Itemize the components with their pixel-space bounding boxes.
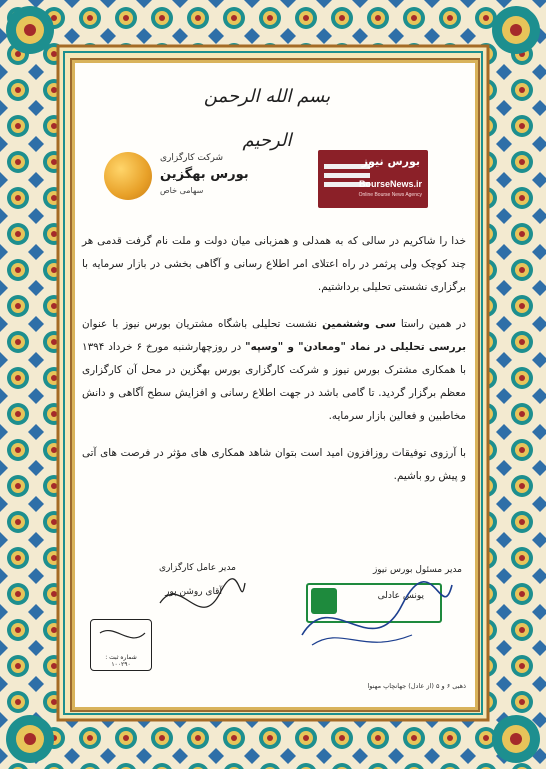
p2-session-title: بررسی تحلیلی در نماد "ومعادن" و "وسپه" xyxy=(245,341,467,353)
behgozin-logo xyxy=(104,152,274,202)
behgozin-logo-line2: بورس بهگزین xyxy=(160,167,249,182)
signer-name-boursenews: یونس عادلی xyxy=(377,591,424,601)
behgozin-logo-emblem xyxy=(104,152,152,200)
boursenews-logo xyxy=(318,150,428,208)
boursenews-logo-box xyxy=(318,150,428,208)
p2-end: در روزچهارشنبه مورخ ۶ خرداد ۱۳۹۴ با همکاری مشترک بورس نیوز و شرکت کارگزاری بورس بهگزین در محل آن کارگزاری معظم برگزار گردید. تا گامی باشد در جهت اطلاع رسانی و افزایش سطح آگاهی و دانش مخاطبین و فعالین بازار سرمایه. xyxy=(82,341,466,422)
p2-mid: نشست تحلیلی باشگاه مشتریان بورس نیوز با عنوان xyxy=(82,318,323,330)
signer-name-behgozin: آقای روشن پور xyxy=(165,587,222,597)
paragraph-intro: خدا را شاکریم در سالی که به همدلی و همزبانی میان دولت و ملت نام گرفت قدمی هر چند کوچک ولی پرثمر در راه اعتلای امر اطلاع رسانی و آگاهی بخشی در بازار سرمایه با برگزاری نشستی تحلیلی برداشتیم. xyxy=(82,235,466,293)
signer-title-behgozin: مدیر عامل کارگزاری xyxy=(158,563,236,573)
p2-start: در همین راستا xyxy=(395,318,467,330)
paragraph-event xyxy=(82,313,466,428)
handwritten-signature-left xyxy=(90,563,250,683)
signature-boursenews xyxy=(292,565,462,675)
signature-behgozin xyxy=(90,563,250,683)
p2-session-number: سی وششمین xyxy=(322,318,396,330)
handwritten-signature-right xyxy=(292,565,462,675)
behgozin-logo-line1: شرکت کارگزاری xyxy=(160,153,224,163)
footer-print-note: ذهبی ۶ و ۵ (از عادل) جهانچاپ مهنوا xyxy=(367,682,466,690)
stamp-registration-number: شماره ثبت : ۱۰۰۲۹۰ xyxy=(105,654,137,668)
basmala-calligraphy: بسم الله الرحمن الرحيم xyxy=(203,86,331,151)
behgozin-logo-line3: سهامی خاص xyxy=(160,186,204,195)
logo-stripe xyxy=(324,173,370,178)
certificate-text xyxy=(82,230,466,502)
boursenews-logo-name: بورس نیوز xyxy=(361,155,420,168)
boursenews-logo-site: BourseNews.ir xyxy=(358,179,422,189)
boursenews-logo-tagline: Online Bourse News Agency xyxy=(358,192,422,198)
paragraph-closing: با آرزوی توفیقات روزافزون امید است بتوان شاهد همکاری های مؤثر در فرصت های آتی و پیش رو باشیم. xyxy=(82,447,466,482)
signer-title-boursenews: مدیر مسئول بورس نیوز xyxy=(372,565,462,575)
